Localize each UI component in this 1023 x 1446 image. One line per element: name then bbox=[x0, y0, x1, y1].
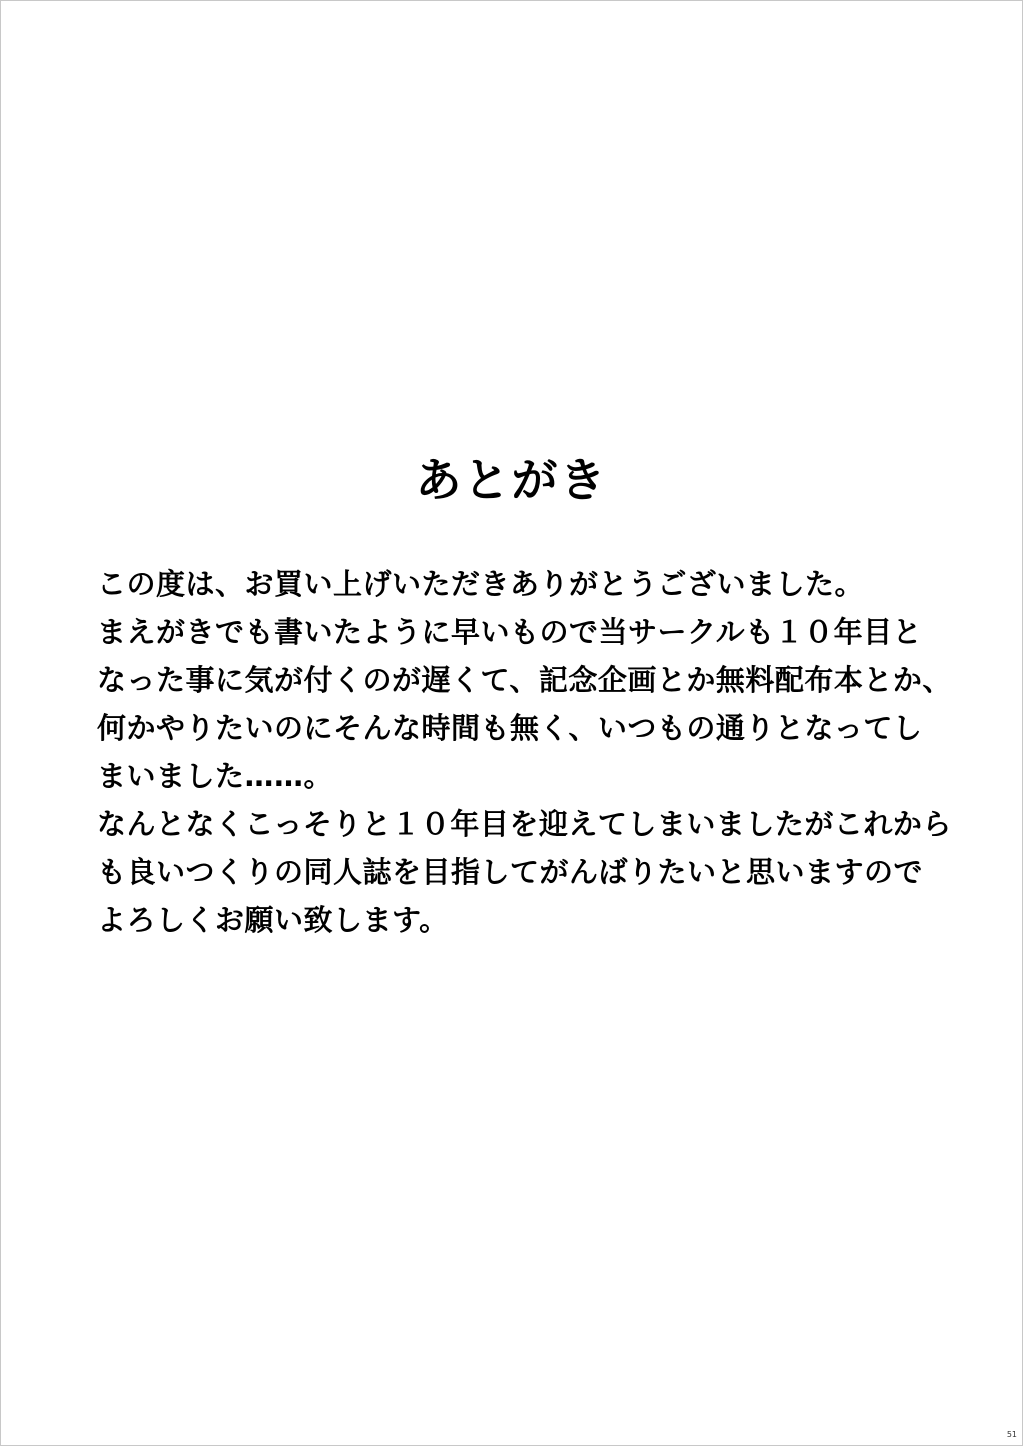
body-line: よろしくお願い致します。 bbox=[97, 903, 449, 937]
body-line: 何かやりたいのにそんな時間も無く、いつもの通りとなってし bbox=[97, 711, 923, 745]
body-line: まえがきでも書いたように早いもので当サークルも１０年目と bbox=[97, 615, 923, 649]
page-number: 51 bbox=[1006, 1430, 1017, 1439]
body-line: まいました……。 bbox=[97, 759, 334, 793]
body-line: なんとなくこっそりと１０年目を迎えてしまいましたがこれから bbox=[97, 807, 952, 841]
body-line: なった事に気が付くのが遅くて、記念企画とか無料配布本とか、 bbox=[97, 663, 952, 697]
body-line: も良いつくりの同人誌を目指してがんばりたいと思いますので bbox=[97, 855, 924, 889]
body-line: この度は、お買い上げいただきありがとうございました。 bbox=[97, 567, 865, 601]
page-title: あとがき bbox=[415, 453, 608, 507]
afterword-body bbox=[97, 560, 977, 944]
